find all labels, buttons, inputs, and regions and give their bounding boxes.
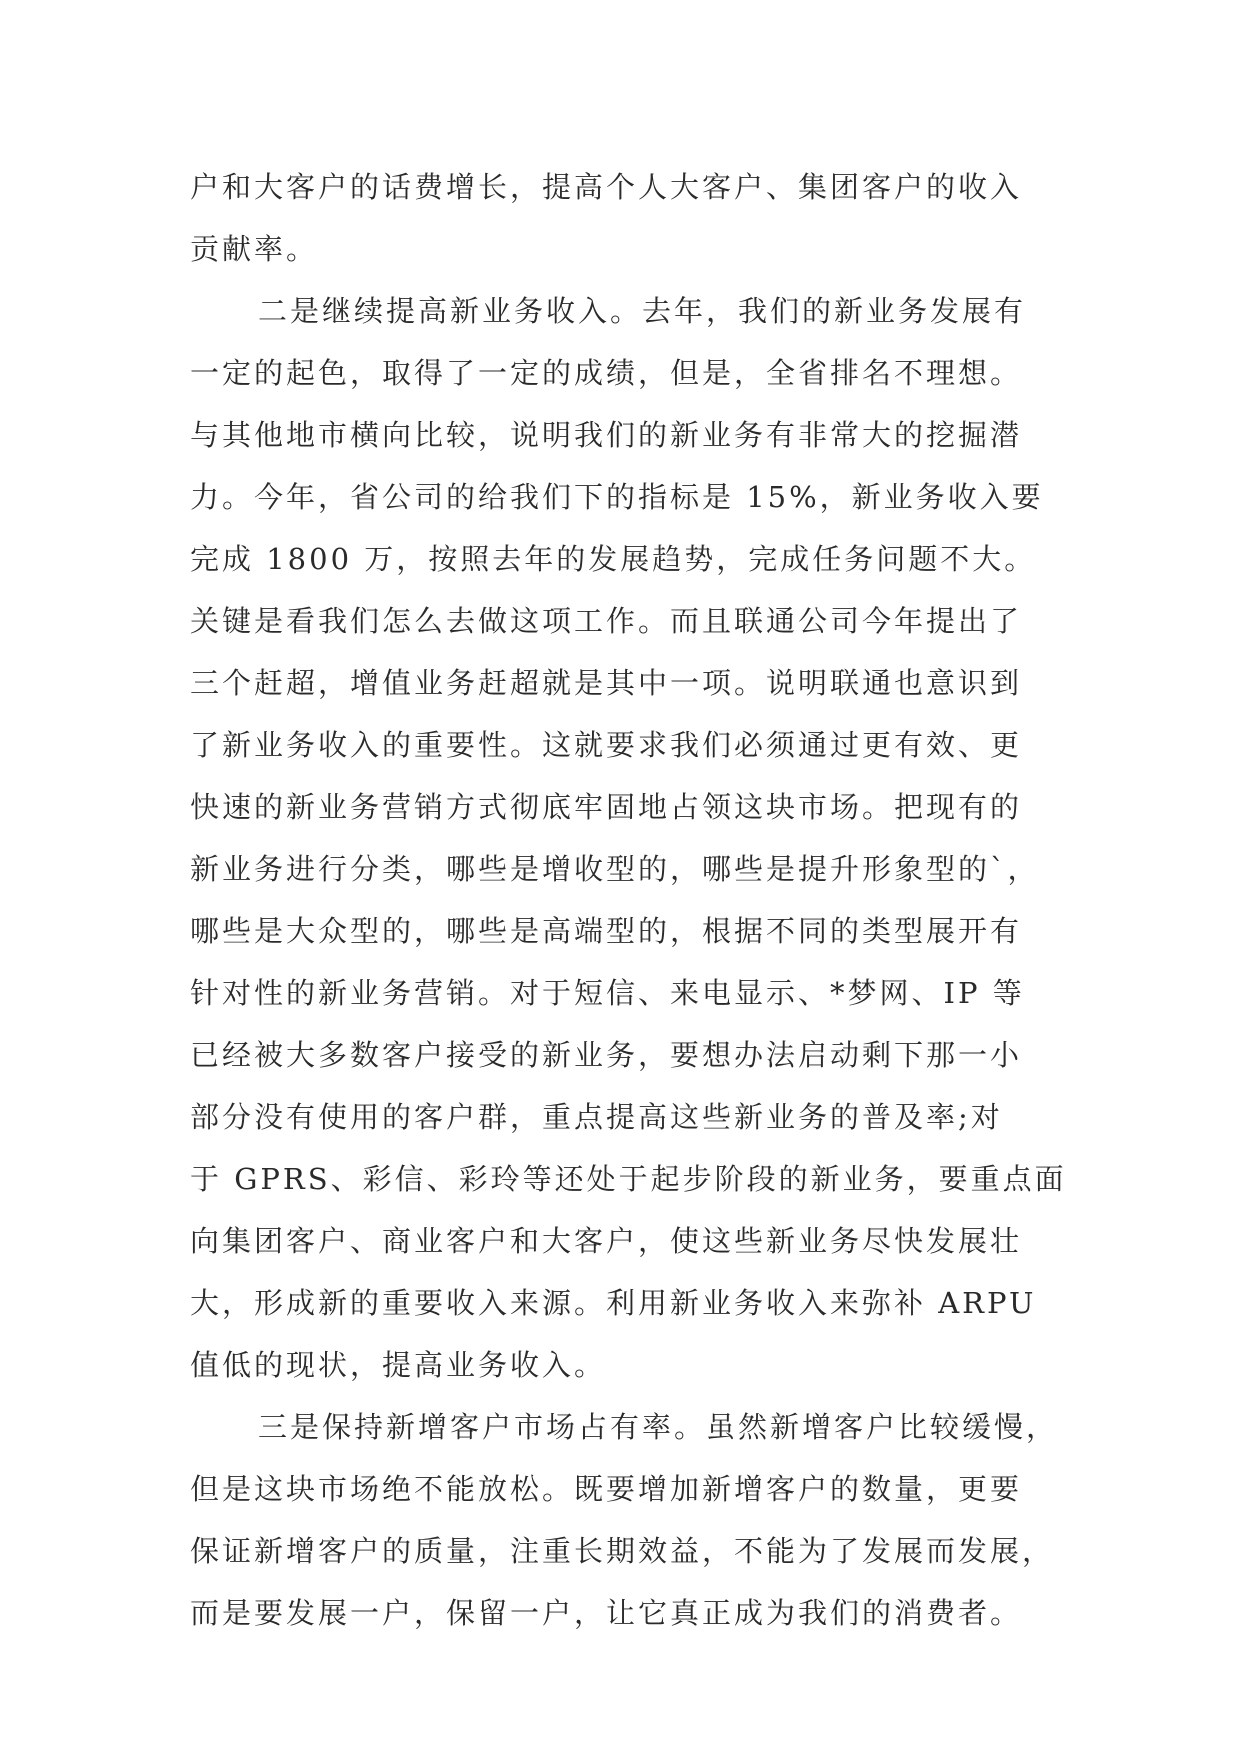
paragraph-start-line: 三是保持新增客户市场占有率。虽然新增客户比较缓慢， (258, 1410, 1059, 1444)
text-line: 三个赶超，增值业务赶超就是其中一项。说明联通也意识到 (190, 666, 1023, 700)
text-line: 哪些是大众型的，哪些是高端型的，根据不同的类型展开有 (190, 914, 1023, 948)
text-line: 贡献率。 (190, 232, 319, 266)
text-line: 了新业务收入的重要性。这就要求我们必须通过更有效、更 (190, 728, 1023, 762)
text-line: 保证新增客户的质量，注重长期效益，不能为了发展而发展， (190, 1534, 1055, 1568)
text-line: 部分没有使用的客户群，重点提高这些新业务的普及率;对 (190, 1100, 1003, 1134)
text-line: 新业务进行分类，哪些是增收型的，哪些是提升形象型的`， (190, 852, 1040, 886)
text-line: 力。今年，省公司的给我们下的指标是 15%，新业务收入要 (190, 480, 1044, 514)
text-line: 值低的现状，提高业务收入。 (190, 1348, 607, 1382)
text-line: 于 GPRS、彩信、彩玲等还处于起步阶段的新业务，要重点面 (190, 1162, 1067, 1196)
text-line: 已经被大多数客户接受的新业务，要想办法启动剩下那一小 (190, 1038, 1023, 1072)
text-line: 与其他地市横向比较，说明我们的新业务有非常大的挖掘潜 (190, 418, 1023, 452)
document-body (190, 156, 1067, 1644)
text-line: 大，形成新的重要收入来源。利用新业务收入来弥补 ARPU (190, 1286, 1037, 1320)
text-line: 快速的新业务营销方式彻底牢固地占领这块市场。把现有的 (190, 790, 1023, 824)
paragraph-start-line: 二是继续提高新业务收入。去年，我们的新业务发展有 (258, 294, 1027, 328)
text-line: 户和大客户的话费增长，提高个人大客户、集团客户的收入 (190, 170, 1023, 204)
text-line: 针对性的新业务营销。对于短信、来电显示、*梦网、IP 等 (190, 976, 1025, 1010)
text-line: 完成 1800 万，按照去年的发展趋势，完成任务问题不大。 (190, 542, 1037, 576)
text-line: 一定的起色，取得了一定的成绩，但是，全省排名不理想。 (190, 356, 1023, 390)
text-line: 关键是看我们怎么去做这项工作。而且联通公司今年提出了 (190, 604, 1023, 638)
text-line: 向集团客户、商业客户和大客户，使这些新业务尽快发展壮 (190, 1224, 1023, 1258)
text-line: 而是要发展一户，保留一户，让它真正成为我们的消费者。 (190, 1596, 1023, 1630)
text-line: 但是这块市场绝不能放松。既要增加新增客户的数量，更要 (190, 1472, 1023, 1506)
